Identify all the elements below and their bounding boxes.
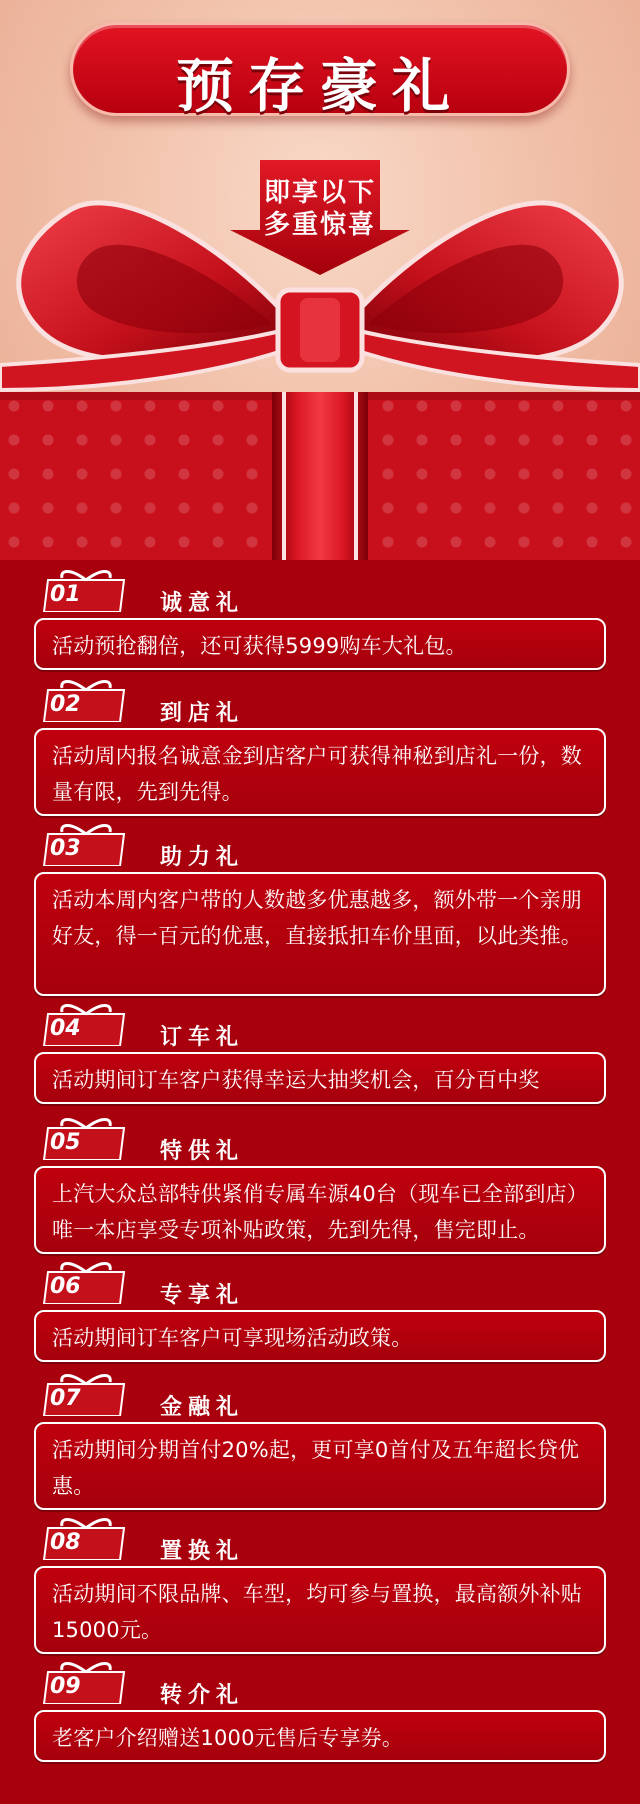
- gift-title: 置换礼: [160, 1539, 245, 1564]
- gift-number: 07: [50, 1386, 81, 1411]
- gift-number: 05: [50, 1130, 81, 1155]
- gift-title: 助力礼: [160, 845, 245, 870]
- gift-description-box: [34, 728, 606, 816]
- gift-description: 活动周内报名诚意金到店客户可获得神秘到店礼一份，数量有限，先到先得。: [52, 744, 582, 804]
- arrow-text-line1: 即享以下: [263, 178, 376, 208]
- page-title: 预存豪礼: [175, 52, 464, 120]
- arrow-text-line2: 多重惊喜: [263, 210, 376, 240]
- gift-title: 诚意礼: [160, 591, 245, 616]
- gift-description: 上汽大众总部特供紧俏专属车源40台（现车已全部到店）唯一本店享受专项补贴政策，先到先得，售完即止。: [52, 1182, 588, 1242]
- gift-description: 活动期间订车客户获得幸运大抽奖机会，百分百中奖: [52, 1068, 540, 1092]
- gift-description: 老客户介绍赠送1000元售后专享券。: [52, 1726, 404, 1750]
- gift-title: 金融礼: [160, 1395, 245, 1420]
- gift-title: 订车礼: [160, 1025, 245, 1050]
- ribbon-vertical: [272, 392, 368, 560]
- gift-description-box: [34, 1052, 606, 1104]
- gift-description-box: [34, 1422, 606, 1510]
- gift-description-box: [34, 1566, 606, 1654]
- gift-number: 06: [50, 1274, 81, 1299]
- gift-title: 转介礼: [160, 1683, 245, 1708]
- header-banner: [0, 0, 640, 560]
- title-pill: [70, 22, 570, 120]
- gift-description-box: [34, 618, 606, 670]
- gift-number: 01: [50, 582, 81, 607]
- gift-number: 08: [50, 1530, 81, 1555]
- gift-description: 活动预抢翻倍，还可获得5999购车大礼包。: [52, 634, 467, 658]
- gift-description: 活动期间分期首付20%起，更可享0首付及五年超长贷优惠。: [52, 1438, 580, 1498]
- gift-title: 专享礼: [160, 1283, 245, 1308]
- gift-description-box: [34, 872, 606, 996]
- gift-number: 09: [50, 1674, 81, 1699]
- gift-description: 活动期间订车客户可享现场活动政策。: [52, 1326, 413, 1350]
- gift-title: 到店礼: [160, 701, 245, 726]
- gift-description: 活动期间不限品牌、车型，均可参与置换，最高额外补贴15000元。: [52, 1582, 582, 1642]
- gift-number: 04: [50, 1016, 81, 1041]
- gift-description-box: [34, 1710, 606, 1762]
- gift-title: 特供礼: [160, 1139, 245, 1164]
- gift-number: 03: [50, 836, 81, 861]
- gift-description-box: [34, 1310, 606, 1362]
- gift-description: 活动本周内客户带的人数越多优惠越多，额外带一个亲朋好友，得一百元的优惠，直接抵扣车价里面，以此类推。: [52, 888, 582, 948]
- gift-number: 02: [50, 692, 81, 717]
- gift-description-box: [34, 1166, 606, 1254]
